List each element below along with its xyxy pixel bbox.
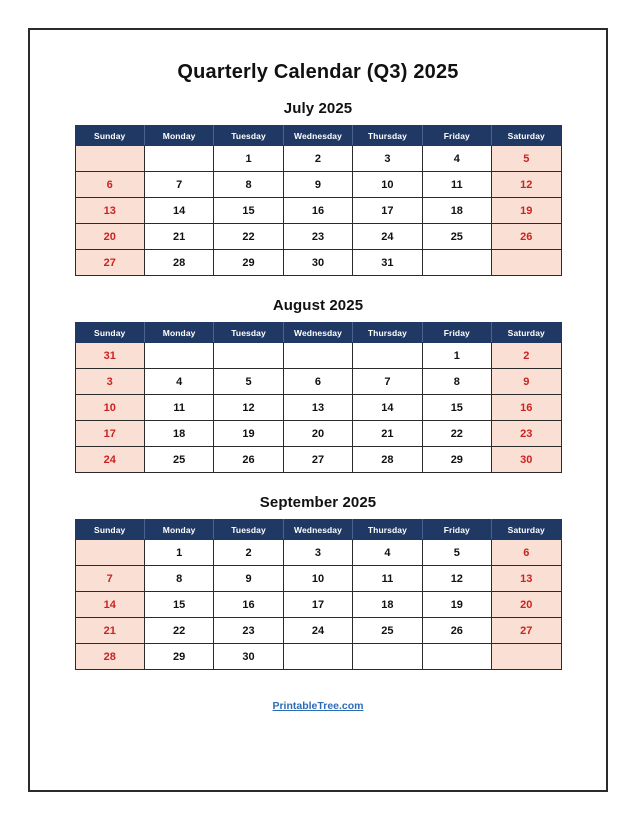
day-cell[interactable]: 19 bbox=[422, 592, 491, 618]
day-cell[interactable]: 5 bbox=[422, 540, 491, 566]
week-row bbox=[75, 592, 561, 618]
day-cell[interactable]: 3 bbox=[353, 146, 422, 172]
day-cell[interactable]: 7 bbox=[75, 566, 144, 592]
day-cell-empty bbox=[422, 250, 491, 276]
day-cell[interactable]: 9 bbox=[492, 369, 561, 395]
day-cell[interactable]: 16 bbox=[492, 395, 561, 421]
day-cell[interactable]: 25 bbox=[353, 618, 422, 644]
day-cell[interactable]: 5 bbox=[492, 146, 561, 172]
day-cell[interactable]: 23 bbox=[283, 224, 352, 250]
day-cell[interactable]: 11 bbox=[144, 395, 213, 421]
weekday-header-friday: Friday bbox=[422, 520, 491, 540]
day-cell[interactable]: 22 bbox=[422, 421, 491, 447]
day-cell[interactable]: 31 bbox=[75, 343, 144, 369]
day-cell-empty bbox=[283, 644, 352, 670]
day-cell[interactable]: 18 bbox=[144, 421, 213, 447]
weekday-header-friday: Friday bbox=[422, 126, 491, 146]
day-cell[interactable]: 4 bbox=[353, 540, 422, 566]
page-title: Quarterly Calendar (Q3) 2025 bbox=[177, 61, 459, 83]
weekday-header-sunday: Sunday bbox=[75, 126, 144, 146]
weekday-header-friday: Friday bbox=[422, 323, 491, 343]
day-cell[interactable]: 1 bbox=[144, 540, 213, 566]
day-cell[interactable]: 24 bbox=[353, 224, 422, 250]
week-row bbox=[75, 198, 561, 224]
day-cell[interactable]: 2 bbox=[492, 343, 561, 369]
day-cell[interactable]: 20 bbox=[283, 421, 352, 447]
day-cell[interactable]: 29 bbox=[422, 447, 491, 473]
weekday-header-sunday: Sunday bbox=[75, 520, 144, 540]
month-block bbox=[28, 494, 608, 670]
day-cell[interactable]: 10 bbox=[75, 395, 144, 421]
day-cell[interactable]: 21 bbox=[144, 224, 213, 250]
day-cell[interactable]: 11 bbox=[422, 172, 491, 198]
day-cell[interactable]: 8 bbox=[422, 369, 491, 395]
weekday-header-monday: Monday bbox=[144, 126, 213, 146]
day-cell[interactable]: 26 bbox=[492, 224, 561, 250]
month-title: August 2025 bbox=[272, 297, 364, 314]
month-grid bbox=[75, 322, 562, 473]
day-cell[interactable]: 22 bbox=[144, 618, 213, 644]
day-cell[interactable]: 12 bbox=[214, 395, 283, 421]
weekday-header-row bbox=[75, 323, 561, 343]
day-cell[interactable]: 18 bbox=[353, 592, 422, 618]
week-row bbox=[75, 224, 561, 250]
month-block bbox=[28, 297, 608, 473]
month-list bbox=[28, 100, 608, 670]
week-row bbox=[75, 369, 561, 395]
day-cell[interactable]: 6 bbox=[75, 172, 144, 198]
day-cell[interactable]: 14 bbox=[75, 592, 144, 618]
day-cell[interactable]: 19 bbox=[492, 198, 561, 224]
weekday-header-monday: Monday bbox=[144, 520, 213, 540]
day-cell[interactable]: 7 bbox=[144, 172, 213, 198]
day-cell[interactable]: 17 bbox=[75, 421, 144, 447]
weekday-header-thursday: Thursday bbox=[353, 323, 422, 343]
day-cell-empty bbox=[75, 146, 144, 172]
day-cell[interactable]: 23 bbox=[214, 618, 283, 644]
weekday-header-wednesday: Wednesday bbox=[283, 323, 352, 343]
month-block bbox=[28, 100, 608, 276]
day-cell[interactable]: 16 bbox=[283, 198, 352, 224]
day-cell[interactable]: 20 bbox=[75, 224, 144, 250]
day-cell[interactable]: 25 bbox=[422, 224, 491, 250]
day-cell[interactable]: 21 bbox=[353, 421, 422, 447]
week-row bbox=[75, 618, 561, 644]
day-cell[interactable]: 11 bbox=[353, 566, 422, 592]
day-cell[interactable]: 13 bbox=[75, 198, 144, 224]
weekday-header-tuesday: Tuesday bbox=[214, 126, 283, 146]
day-cell[interactable]: 10 bbox=[283, 566, 352, 592]
day-cell[interactable]: 2 bbox=[214, 540, 283, 566]
weekday-header-thursday: Thursday bbox=[353, 126, 422, 146]
day-cell[interactable]: 26 bbox=[422, 618, 491, 644]
month-grid bbox=[75, 125, 562, 276]
week-row bbox=[75, 421, 561, 447]
day-cell[interactable]: 22 bbox=[214, 224, 283, 250]
day-cell[interactable]: 25 bbox=[144, 447, 213, 473]
day-cell[interactable]: 17 bbox=[353, 198, 422, 224]
day-cell[interactable]: 3 bbox=[75, 369, 144, 395]
day-cell[interactable]: 14 bbox=[144, 198, 213, 224]
day-cell[interactable]: 20 bbox=[492, 592, 561, 618]
weekday-header-sunday: Sunday bbox=[75, 323, 144, 343]
day-cell[interactable]: 15 bbox=[144, 592, 213, 618]
day-cell[interactable]: 19 bbox=[214, 421, 283, 447]
week-row bbox=[75, 250, 561, 276]
day-cell-empty bbox=[422, 644, 491, 670]
day-cell[interactable]: 21 bbox=[75, 618, 144, 644]
printabletree-link[interactable]: PrintableTree.com bbox=[272, 700, 364, 712]
weekday-header-wednesday: Wednesday bbox=[283, 126, 352, 146]
day-cell[interactable]: 2 bbox=[283, 146, 352, 172]
day-cell[interactable]: 28 bbox=[353, 447, 422, 473]
day-cell[interactable]: 12 bbox=[422, 566, 491, 592]
day-cell[interactable]: 8 bbox=[144, 566, 213, 592]
day-cell[interactable]: 10 bbox=[353, 172, 422, 198]
weekday-header-row bbox=[75, 520, 561, 540]
week-row bbox=[75, 146, 561, 172]
day-cell[interactable]: 14 bbox=[353, 395, 422, 421]
day-cell-empty bbox=[75, 540, 144, 566]
month-title: September 2025 bbox=[259, 494, 377, 511]
day-cell[interactable]: 7 bbox=[353, 369, 422, 395]
day-cell[interactable]: 23 bbox=[492, 421, 561, 447]
week-row bbox=[75, 395, 561, 421]
day-cell[interactable]: 27 bbox=[283, 447, 352, 473]
day-cell[interactable]: 15 bbox=[422, 395, 491, 421]
day-cell[interactable]: 13 bbox=[492, 566, 561, 592]
page-content bbox=[28, 28, 608, 792]
day-cell[interactable]: 18 bbox=[422, 198, 491, 224]
month-grid bbox=[75, 519, 562, 670]
day-cell[interactable]: 28 bbox=[75, 644, 144, 670]
weekday-header-saturday: Saturday bbox=[492, 520, 561, 540]
day-cell[interactable]: 8 bbox=[214, 172, 283, 198]
day-cell[interactable]: 26 bbox=[214, 447, 283, 473]
weekday-header-monday: Monday bbox=[144, 323, 213, 343]
day-cell[interactable]: 29 bbox=[214, 250, 283, 276]
day-cell[interactable]: 9 bbox=[214, 566, 283, 592]
day-cell-empty bbox=[214, 343, 283, 369]
day-cell[interactable]: 1 bbox=[422, 343, 491, 369]
day-cell[interactable]: 24 bbox=[75, 447, 144, 473]
weekday-header-saturday: Saturday bbox=[492, 323, 561, 343]
day-cell[interactable]: 30 bbox=[492, 447, 561, 473]
day-cell[interactable]: 4 bbox=[144, 369, 213, 395]
weekday-header-row bbox=[75, 126, 561, 146]
day-cell-empty bbox=[353, 644, 422, 670]
day-cell[interactable]: 4 bbox=[422, 146, 491, 172]
day-cell-empty bbox=[144, 343, 213, 369]
week-row bbox=[75, 566, 561, 592]
day-cell[interactable]: 30 bbox=[214, 644, 283, 670]
day-cell[interactable]: 15 bbox=[214, 198, 283, 224]
day-cell-empty bbox=[492, 644, 561, 670]
weekday-header-saturday: Saturday bbox=[492, 126, 561, 146]
month-title: July 2025 bbox=[283, 100, 353, 117]
week-row bbox=[75, 540, 561, 566]
week-row bbox=[75, 644, 561, 670]
week-row bbox=[75, 447, 561, 473]
weekday-header-thursday: Thursday bbox=[353, 520, 422, 540]
day-cell[interactable]: 16 bbox=[214, 592, 283, 618]
weekday-header-tuesday: Tuesday bbox=[214, 520, 283, 540]
footer bbox=[28, 696, 608, 714]
weekday-header-wednesday: Wednesday bbox=[283, 520, 352, 540]
day-cell[interactable]: 28 bbox=[144, 250, 213, 276]
day-cell[interactable]: 30 bbox=[283, 250, 352, 276]
day-cell[interactable]: 3 bbox=[283, 540, 352, 566]
weekday-header-tuesday: Tuesday bbox=[214, 323, 283, 343]
day-cell[interactable]: 9 bbox=[283, 172, 352, 198]
day-cell[interactable]: 12 bbox=[492, 172, 561, 198]
day-cell[interactable]: 5 bbox=[214, 369, 283, 395]
day-cell-empty bbox=[353, 343, 422, 369]
day-cell[interactable]: 24 bbox=[283, 618, 352, 644]
day-cell[interactable]: 6 bbox=[492, 540, 561, 566]
week-row bbox=[75, 343, 561, 369]
week-row bbox=[75, 172, 561, 198]
day-cell[interactable]: 1 bbox=[214, 146, 283, 172]
day-cell[interactable]: 17 bbox=[283, 592, 352, 618]
day-cell[interactable]: 31 bbox=[353, 250, 422, 276]
day-cell[interactable]: 6 bbox=[283, 369, 352, 395]
day-cell-empty bbox=[492, 250, 561, 276]
day-cell-empty bbox=[144, 146, 213, 172]
day-cell-empty bbox=[283, 343, 352, 369]
day-cell[interactable]: 29 bbox=[144, 644, 213, 670]
day-cell[interactable]: 27 bbox=[75, 250, 144, 276]
day-cell[interactable]: 27 bbox=[492, 618, 561, 644]
day-cell[interactable]: 13 bbox=[283, 395, 352, 421]
